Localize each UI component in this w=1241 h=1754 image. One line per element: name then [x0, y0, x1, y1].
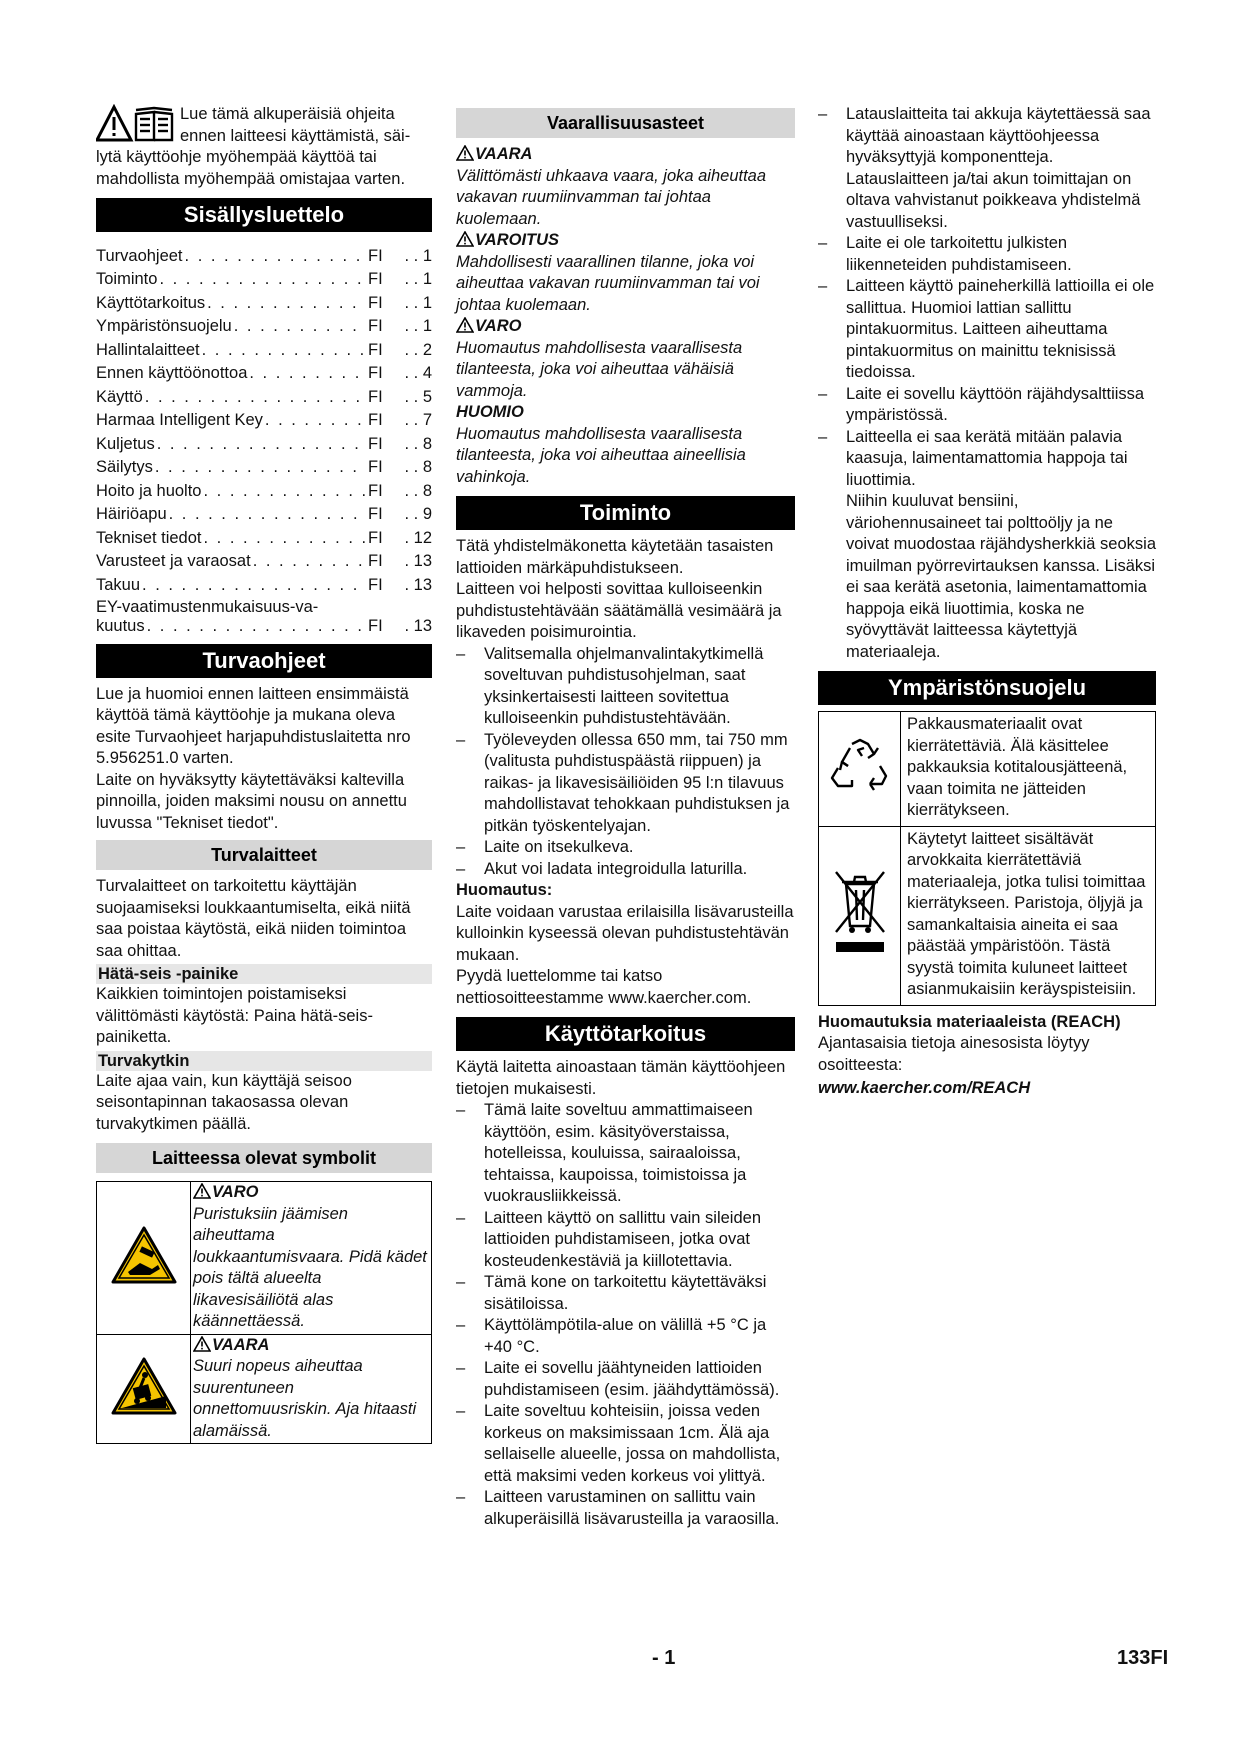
page-code: 133FI — [1117, 1647, 1169, 1669]
toc-item-lang: FI — [368, 387, 383, 406]
toc-item-page: . . 9 — [404, 505, 432, 523]
column-3 — [818, 104, 1156, 1100]
manual-book-icon — [136, 108, 172, 140]
symbol-text: Suuri nopeus aiheuttaa suurentuneen onnettomuusriskin. Aja hitaasti alamäissä. — [193, 1357, 417, 1440]
turvalaitteet-text: Turvalaitteet on tarkoitettu käyttäjän suojaamiseksi loukkaantumiselta, eikä niitä saa poistaa käytöstä, eikä niiden toimintoa saa ohittaa. — [96, 877, 411, 960]
toiminto-note-p2: Pyydä luettelomme tai katso nettiosoitteestamme www.kaercher.com. — [456, 967, 752, 1007]
toiminto-note-p1: Laite voidaan varustaa erilaisilla lisävarusteilla kulloinkin kyseessä olevan puhdistustehtävän mukaan. — [456, 902, 794, 964]
toc-item-page: . . 4 — [404, 364, 432, 382]
list-item: – Laite on itsekulkeva. — [456, 837, 795, 859]
kayttotarkoitus-p1: Käytä laitetta ainoastaan tämän käyttöohjeen tietojen mukaisesti. — [456, 1058, 786, 1098]
toc-item-page: . 13 — [404, 575, 432, 594]
toc-item-lang: FI — [368, 246, 383, 265]
toiminto-p1: Tätä yhdistelmäkonetta käytetään tasaisten lattioiden märkäpuhdistukseen. — [456, 537, 774, 577]
toc-item[interactable] — [96, 571, 432, 595]
toc-item-lang: FI — [368, 481, 383, 500]
turvaohjeet-p1: Lue ja huomioi ennen laitteen ensimmäistä käyttöä tämä käyttöohje ja mukana oleva esite Turvaohjeet harjapuhdistuslaitetta nro 5.956251.0 varten. — [96, 684, 411, 767]
toc-item-page: . . 7 — [404, 411, 432, 429]
warning-triangle-icon — [193, 1183, 211, 1199]
symbol-label: VARO — [212, 1183, 259, 1201]
list-item: – Laite ei sovellu jäähtyneiden lattioiden puhdistamiseen (esim. jäähdyttämössä). — [456, 1358, 795, 1401]
toc-item[interactable] — [96, 336, 432, 360]
toc-item-title: Käyttötarkoitus — [96, 293, 206, 312]
toc-item-title: Varusteet ja varaosat — [96, 552, 251, 570]
intro-line-3: lytä käyttöohje myöhempää käyttöä tai — [96, 148, 377, 166]
toc-item-title: Kuljetus — [96, 434, 155, 453]
toc-item-page: . . 1 — [404, 246, 432, 265]
toc-item-title: Käyttö — [96, 387, 143, 406]
toc-item-lang: FI — [368, 616, 383, 635]
symbol-label: VAARA — [212, 1335, 270, 1354]
warning-manual-icons — [96, 104, 176, 144]
list-item: – Laite ei ole tarkoitettu julkisten liikenneteiden puhdistamiseen. — [818, 233, 1156, 276]
toc-item-lang: FI — [368, 575, 383, 594]
toc-item-page: . . 8 — [404, 458, 432, 476]
ymparisto-heading: Ympäristönsuojelu — [818, 671, 1156, 705]
toc-item[interactable] — [96, 454, 432, 478]
list-item: – Laite soveltuu kohteisiin, joissa veden korkeus on maksimissaan 1cm. Älä aja sellaiselle alueelle, jossa on mahdollista, että maksimi veden korkeus voi ylittyä. — [456, 1401, 795, 1487]
toc-heading: Sisällysluettelo — [96, 198, 432, 232]
toc-item-lang: FI — [368, 552, 383, 570]
toc-item-page: . . 2 — [404, 340, 432, 359]
environment-text: Käytetyt laitteet sisältävät arvokkaita kierrätettäviä materiaaleja, jotka tulisi toimittaa kierrätykseen. Paristoja, öljyjä ja samankaltaisia aineita ei saa päästää ympäristöön. Tästä syystä toimita kuluneet laitteet asianmukaisiin keräyspisteisiin. — [901, 826, 1156, 1005]
turvakytkin-heading: Turvakytkin — [96, 1051, 432, 1071]
list-item: – Käyttölämpötila-alue on välillä +5 °C ja +40 °C. — [456, 1315, 795, 1358]
toc-item-title-line1: EY-vaatimustenmukaisuus-va- — [96, 597, 319, 616]
toc-item-lang: FI — [368, 528, 383, 547]
symbols-table — [96, 1181, 432, 1444]
danger-level-text: Huomautus mahdollisesta vaarallisesta tilanteesta, joka voi aiheuttaa vähäisiä vammoja. — [456, 338, 743, 400]
list-item: – Latauslaitteita tai akkuja käytettäessä saa käyttää ainoastaan käyttöohjeessa hyväksyttyjä komponentteja. Latauslaitteen ja/tai akun toimittajan on oltava vahvistanut poikkeava yhdistelmä vastuulliseksi. — [818, 104, 1156, 233]
kayttotarkoitus-heading: Käyttötarkoitus — [456, 1017, 795, 1051]
turvaohjeet-heading: Turvaohjeet — [96, 644, 432, 678]
toc-item[interactable] — [96, 477, 432, 501]
toc-item[interactable] — [96, 242, 432, 266]
danger-level-text: Huomautus mahdollisesta vaarallisesta tilanteesta, joka voi aiheuttaa aineellisia vahinkoja. — [456, 424, 746, 486]
toc-item-lang: FI — [368, 434, 383, 453]
list-item-text: – Laitteella ei saa kerätä mitään palavia kaasuja, laimentamattomia happoja tai liuottimia. — [846, 427, 1128, 489]
danger-level-item — [456, 144, 795, 230]
crossed-bin-icon — [830, 862, 890, 962]
turvaohjeet-p2: Laite on hyväksytty käytettäväksi kaltevilla pinnoilla, joiden maksimi nousu on annettu luvussa "Tekniset tiedot". — [96, 770, 407, 832]
toc-item[interactable] — [96, 383, 432, 407]
kayttotarkoitus-list — [456, 1100, 795, 1530]
danger-level-item — [456, 316, 795, 402]
toc-item[interactable] — [96, 313, 432, 337]
danger-level-item — [456, 230, 795, 316]
toc-item-title: Häiriöapu — [96, 505, 167, 523]
toiminto-list — [456, 644, 795, 881]
environment-text: Pakkausmateriaalit ovat kierrätettäviä. Älä käsittelee pakkauksia kotitalousjätteenä, vaan toimita ne jätteiden kierrätykseen. — [901, 712, 1156, 827]
reach-heading: Huomautuksia materiaaleista (REACH) — [818, 1012, 1121, 1031]
danger-level-label: HUOMIO — [456, 403, 524, 421]
toc-item-page: . . 1 — [404, 317, 432, 335]
toc-item[interactable] — [96, 548, 432, 572]
toc-item-title: Toiminto — [96, 270, 158, 288]
toc-item-page: . 13 — [404, 616, 432, 635]
symbolit-heading: Laitteessa olevat symbolit — [96, 1143, 432, 1173]
column-1 — [96, 104, 432, 1444]
intro-line-2: ennen laitteesi käyttämistä, säi- — [180, 126, 411, 145]
toc-item-page: . . 8 — [404, 481, 432, 500]
toc-item[interactable] — [96, 501, 432, 525]
intro-line-4: mahdollista myöhempää omistajaa varten. — [96, 169, 406, 188]
hata-seis-heading: Hätä-seis -painike — [96, 964, 432, 984]
list-item: – Laitteen käyttö on sallittu vain sileiden lattioiden puhdistamiseen, jotka ovat kosteudenkestäviä ja kiillotettavia. — [456, 1208, 795, 1273]
turvalaitteet-heading: Turvalaitteet — [96, 840, 432, 870]
list-item: – Työleveyden ollessa 650 mm, tai 750 mm (valitusta puhdistuspäästä riippuen) ja raikas- ja likavesisäiliöiden 95 l:n tilavuus mahdollistavat tehokkaan puhdistuksen ja pitkän työskentelyajan. — [456, 730, 795, 838]
toc-item-title: Tekniset tiedot — [96, 528, 202, 547]
intro-line-1: Lue tämä alkuperäisiä ohjeita — [180, 105, 395, 123]
warning-triangle-icon — [456, 317, 474, 333]
toc-item-title: Hallintalaitteet — [96, 340, 200, 359]
toc-item[interactable] — [96, 595, 432, 636]
page-number: - 1 — [652, 1647, 676, 1669]
list-item: – Laite ei sovellu käyttöön räjähdysalttiissa ympäristössä. — [818, 384, 1156, 427]
toc-item-title-line2: kuutus — [96, 616, 145, 635]
table-of-contents — [96, 242, 432, 636]
list-item: – Tämä laite soveltuu ammattimaiseen käyttöön, esim. käsityöverstaissa, hotelleissa, kouluissa, sairaaloissa, tehtaissa, kaupoissa, toimistoissa ja vuokrausliikkeissä. — [456, 1100, 795, 1208]
toc-item[interactable] — [96, 266, 432, 290]
toc-item-page: . . 5 — [404, 387, 432, 406]
toc-item-page: . 12 — [404, 528, 432, 547]
toc-item-lang: FI — [368, 505, 383, 523]
intro — [96, 104, 432, 190]
warning-triangle-icon — [97, 107, 131, 140]
toc-item[interactable] — [96, 289, 432, 313]
list-item — [818, 427, 1156, 664]
toc-item-title: Harmaa Intelligent Key — [96, 411, 263, 429]
slope-tipping-warning-icon — [110, 1356, 178, 1416]
warning-triangle-icon — [193, 1336, 211, 1352]
toc-item-page: . . 1 — [404, 293, 432, 312]
kayttotarkoitus-list-continued — [818, 104, 1156, 663]
toiminto-p2: Laitteen voi helposti sovittaa kulloiseenkin puhdistustehtävään säätämällä vesimäärä ja likaveden poisimurointia. — [456, 580, 782, 641]
list-item-extra: Niihin kuuluvat bensiini, väriohennusaineet tai polttoöljy ja ne voivat muodostaa räjähdysherkkiä seoksia imuilman pyörrevirtauksen kanssa. Lisäksi ei saa kerätä asetonia, laimentamattomia happoja eikä liuottimia, koska ne syövyttävät laitteessa käytettyjä materiaaleja. — [846, 492, 1156, 661]
symbol-text: Puristuksiin jäämisen aiheuttama loukkaantumisvaara. Pidä kädet pois tältä alueelta likavesisäiliötä alas käännettäessä. — [193, 1204, 427, 1330]
toc-item-title: Ympäristönsuojelu — [96, 317, 232, 335]
danger-level-text: Mahdollisesti vaarallinen tilanne, joka voi aiheuttaa vakavan ruumiinvamman tai voi johtaa kuolemaan. — [456, 252, 760, 314]
toc-item-title: Takuu — [96, 575, 141, 594]
list-item: – Tämä kone on tarkoitettu käytettäväksi sisätiloissa. — [456, 1272, 795, 1315]
table-row — [819, 826, 1156, 1005]
danger-level-text: Välittömästi uhkaava vaara, joka aiheuttaa vakavan ruumiinvamman tai johtaa kuolemaan. — [456, 166, 767, 228]
danger-level-label: VAARA — [475, 145, 533, 163]
toiminto-note-heading: Huomautus: — [456, 881, 553, 899]
environment-table — [818, 711, 1156, 1006]
table-row — [97, 1334, 432, 1444]
turvakytkin-text: Laite ajaa vain, kun käyttäjä seisoo seisontapinnan takaosassa olevan turvakytkimen päällä. — [96, 1071, 352, 1133]
toc-item-lang: FI — [368, 317, 383, 335]
list-item: – Laitteen varustaminen on sallittu vain alkuperäisillä lisävarusteilla ja varaosilla. — [456, 1487, 795, 1530]
toc-item-lang: FI — [368, 270, 383, 288]
toc-item-title: Säilytys — [96, 458, 153, 476]
vaarallisuus-heading: Vaarallisuusasteet — [456, 108, 795, 138]
list-item: – Valitsemalla ohjelmanvalintakytkimellä soveltuvan puhdistusohjelman, saat yksinkertaisesti laitteen sovitettua kulloiseenkin puhdistustehtävään. — [456, 644, 795, 730]
hata-seis-text: Kaikkien toimintojen poistamiseksi välittömästi käytöstä: Paina hätä-seis-painiketta. — [96, 985, 373, 1046]
toc-item-lang: FI — [368, 340, 383, 359]
toc-item[interactable] — [96, 430, 432, 454]
toc-item[interactable] — [96, 407, 432, 431]
toc-item-lang: FI — [368, 364, 383, 382]
table-row — [819, 712, 1156, 827]
toc-item[interactable] — [96, 524, 432, 548]
recycle-icon — [828, 736, 892, 796]
danger-level-label: VAROITUS — [475, 231, 560, 249]
toc-item-page: . 13 — [404, 552, 432, 570]
toiminto-heading: Toiminto — [456, 496, 795, 530]
toc-item[interactable] — [96, 360, 432, 384]
list-item: – Akut voi ladata integroidulla laturilla. — [456, 859, 795, 881]
toc-item-page: . . 1 — [404, 270, 432, 288]
reach-text: Ajantasaisia tietoja ainesosista löytyy osoitteesta: — [818, 1034, 1090, 1074]
toc-item-title: Hoito ja huolto — [96, 481, 202, 500]
toc-item-page: . . 8 — [404, 434, 432, 453]
warning-triangle-icon — [456, 231, 474, 247]
toc-item-lang: FI — [368, 411, 383, 429]
reach-link[interactable]: www.kaercher.com/REACH — [818, 1079, 1031, 1097]
toc-item-title: Turvaohjeet — [96, 246, 183, 265]
table-row — [97, 1182, 432, 1335]
toc-item-title: Ennen käyttöönottoa — [96, 364, 248, 382]
danger-level-label: VARO — [475, 317, 522, 335]
danger-level-item — [456, 402, 795, 488]
list-item: – Laitteen käyttö paineherkillä lattioilla ei ole sallittua. Huomioi lattian sallittu pintakuormitus. Laitteen aiheuttama pintakuormitus on mainittu teknisissä tiedoissa. — [818, 276, 1156, 384]
toc-item-lang: FI — [368, 293, 383, 312]
column-2 — [456, 104, 795, 1530]
hand-crush-warning-icon — [110, 1225, 178, 1285]
warning-triangle-icon — [456, 145, 474, 161]
toc-item-lang: FI — [368, 458, 383, 476]
